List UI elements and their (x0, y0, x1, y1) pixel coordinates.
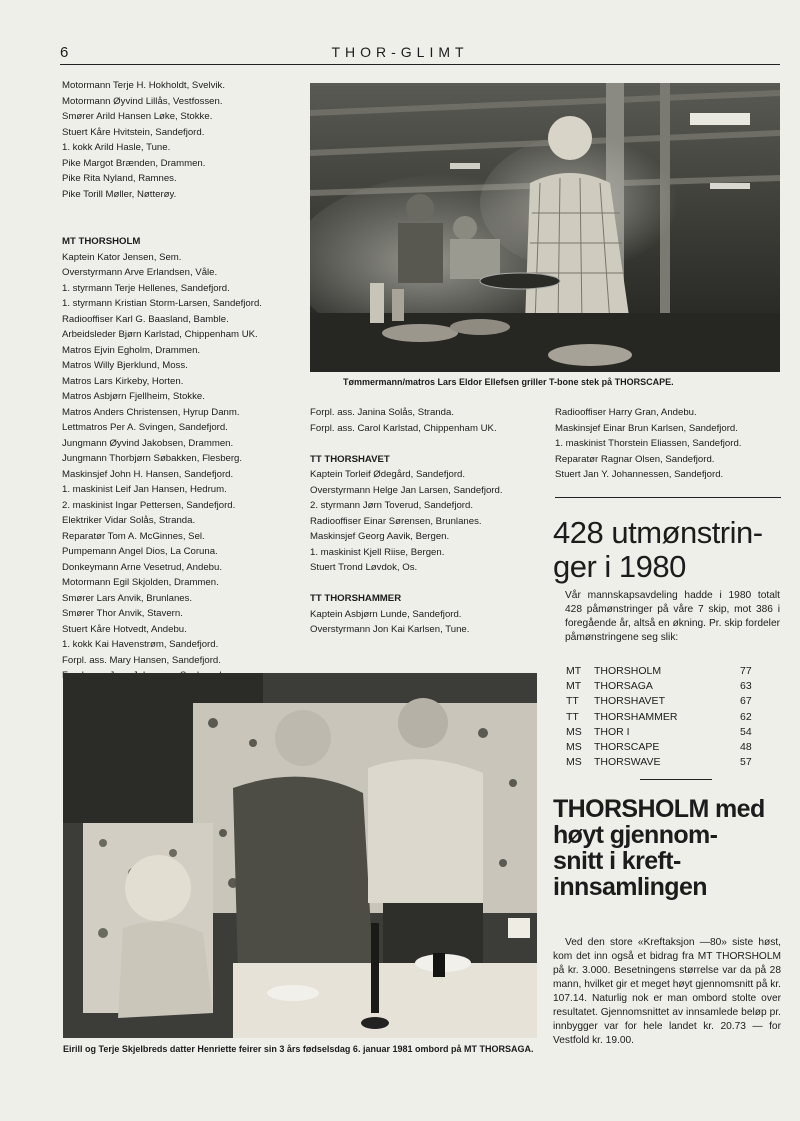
crew-entry: Arbeidsleder Bjørn Karlstad, Chippenham UK. (62, 329, 258, 340)
crew-column-3 (555, 405, 785, 483)
table-row (566, 710, 781, 725)
crew-entry: 2. maskinist Ingar Pettersen, Sandefjord. (62, 499, 236, 511)
photo-grill-image (310, 83, 780, 372)
crew-entry: Matros Lars Kirkeby, Horten. (62, 375, 184, 387)
article2-headline-line: THORSHOLM med (553, 795, 765, 823)
article1-headline (553, 516, 793, 584)
crew-entry: Jungmann Øyvind Jakobsen, Drammen. (62, 437, 234, 449)
crew-list-thorshammer (310, 607, 550, 638)
article2-headline-line: snitt i kreft- (553, 847, 681, 875)
crew-entry: Kaptein Asbjørn Lunde, Sandefjord. (310, 608, 462, 620)
ship-name: THORSHOLM (594, 665, 662, 677)
ship-name: THOR I (594, 725, 630, 738)
crew-entry: Elektriker Vidar Solås, Stranda. (62, 515, 196, 526)
mustering-count: 63 (740, 680, 752, 693)
table-row (566, 755, 781, 770)
section-heading-thorshammer: TT THORSHAMMER (310, 593, 402, 604)
article1-headline-line2: ger i 1980 (553, 549, 686, 584)
crew-entry: Matros Asbjørn Fjellheim, Stokke. (62, 391, 205, 402)
article2-body: Ved den store «Kreftaksjon —80» siste høst, kom det inn også et bidrag fra MT THORSHOLM på kr. 3.000. Besetningens størrelse var da på 28 mann, hvilket gir et meget høyt gjennomsnitt på kr. 107.14. Naturlig nok er man ombord stolte over resultatet. Gjennomsnittet av innsamlede beløp pr. innbygger var for hele landet kr. 20.73 — for Vestfold kr. 19.00. (553, 937, 781, 1046)
mustering-count: 77 (740, 665, 752, 677)
crew-entry: Matros Anders Christensen, Hyrup Danm. (62, 406, 240, 418)
crew-entry: Smører Arild Hansen Løke, Stokke. (62, 111, 213, 122)
ship-prefix: TT (566, 695, 579, 708)
crew-entry: Radiooffiser Karl G. Baasland, Bamble. (62, 313, 229, 325)
crew-entry: Radiooffiser Einar Sørensen, Brunlanes. (310, 515, 482, 527)
crew-list-col3 (555, 405, 785, 483)
article-separator (640, 779, 712, 780)
crew-list-thorsholm (62, 250, 302, 684)
table-row (566, 664, 781, 679)
crew-entry: 1. maskinist Leif Jan Hansen, Hedrum. (62, 484, 227, 495)
crew-entry: Stuert Kåre Hvitstein, Sandefjord. (62, 126, 205, 138)
photo-birthday-image (63, 673, 537, 1038)
crew-entry: Lettmatros Per A. Svingen, Sandefjord. (62, 422, 228, 433)
ship-prefix: MS (566, 741, 582, 754)
table-row (566, 740, 781, 755)
crew-column-1 (62, 78, 302, 684)
crew-entry: Stuert Jan Y. Johannessen, Sandefjord. (555, 469, 724, 480)
crew-entry: Smører Lars Anvik, Brunlanes. (62, 592, 193, 604)
ship-prefix: MT (566, 680, 582, 693)
crew-entry: 1. maskinist Kjell Riise, Bergen. (310, 546, 445, 558)
mustering-count: 62 (740, 710, 752, 723)
crew-entry: 2. styrmann Jørn Toverud, Sandefjord. (310, 500, 473, 511)
crew-entry: Forpl. ass. Mary Hansen, Sandefjord. (62, 654, 221, 666)
photo-grill-caption: Tømmermann/matros Lars Eldor Ellefsen griller T-bone stek på THORSCAPE. (343, 377, 674, 387)
crew-entry: Pumpemann Angel Dios, La Coruna. (62, 546, 218, 557)
crew-entry: Overstyrmann Jon Kai Karlsen, Tune. (310, 624, 470, 635)
crew-entry: Maskinsjef John H. Hansen, Sandefjord. (62, 468, 234, 480)
mustering-count: 67 (740, 695, 752, 708)
mustering-table (566, 664, 781, 770)
ship-name: THORSAGA (594, 680, 653, 693)
crew-entry: Motormann Øyvind Lillås, Vestfossen. (62, 95, 223, 107)
ship-prefix: MS (566, 725, 582, 738)
mustering-count: 48 (740, 741, 752, 754)
article2-headline-line: innsamlingen (553, 873, 707, 901)
article2-headline-line: høyt gjennom- (553, 821, 718, 849)
crew-entry: 1. styrmann Kristian Storm-Larsen, Sandefjord. (62, 298, 262, 309)
column-rule (555, 497, 781, 498)
crew-list-continued (310, 405, 550, 436)
crew-entry: Jungmann Thorbjørn Søbakken, Flesberg. (62, 453, 243, 464)
crew-entry: 1. maskinist Thorstein Eliassen, Sandefjord. (555, 438, 742, 449)
crew-entry: Reparatør Tom A. McGinnes, Sel. (62, 530, 205, 542)
section-heading-thorshavet: TT THORSHAVET (310, 453, 390, 465)
ship-prefix: MS (566, 756, 582, 769)
mustering-count: 57 (740, 756, 752, 769)
crew-entry: Kaptein Torleif Ødegård, Sandefjord. (310, 469, 466, 480)
crew-entry: Motormann Egil Skjolden, Drammen. (62, 577, 219, 588)
photo-grill (310, 83, 780, 372)
crew-entry: Motormann Terje H. Hokholdt, Svelvik. (62, 80, 225, 91)
crew-entry: 1. styrmann Terje Hellenes, Sandefjord. (62, 282, 230, 294)
photo-birthday (63, 673, 537, 1038)
journal-title: THOR-GLIMT (331, 44, 469, 60)
crew-entry: Stuert Kåre Hotvedt, Andebu. (62, 623, 187, 635)
crew-entry: Overstyrmann Arve Erlandsen, Våle. (62, 267, 218, 278)
ship-name: THORSHAMMER (594, 710, 678, 723)
crew-entry: 1. kokk Arild Hasle, Tune. (62, 142, 171, 153)
crew-entry: Pike Margot Brænden, Drammen. (62, 157, 206, 169)
crew-entry: Pike Torill Møller, Nøtterøy. (62, 188, 177, 200)
crew-entry: Smører Thor Anvik, Stavern. (62, 608, 183, 619)
article1-headline-line1: 428 utmønstrin- (553, 515, 763, 550)
crew-entry: Maskinsjef Einar Brun Karlsen, Sandefjord. (555, 422, 738, 434)
ship-name: THORSCAPE (594, 741, 660, 754)
crew-entry: Kaptein Kator Jensen, Sem. (62, 251, 182, 263)
crew-entry: 1. kokk Kai Havenstrøm, Sandefjord. (62, 639, 219, 650)
crew-entry: Maskinsjef Georg Aavik, Bergen. (310, 531, 450, 542)
ship-name: THORSHAVET (594, 695, 665, 708)
ship-prefix: MT (566, 665, 582, 677)
crew-entry: Forpl. ass. Carol Karlstad, Chippenham UK. (310, 422, 497, 434)
crew-entry: Stuert Trond Løvdok, Os. (310, 562, 418, 573)
crew-entry: Reparatør Ragnar Olsen, Sandefjord. (555, 453, 715, 465)
crew-list-thorshavet (310, 467, 550, 576)
article1-body: Vår mannskapsavdeling hadde i 1980 totalt 428 påmønstringer på våre 7 skip, mot 386 i foregående år, altså en økning. Pr. skip fordeler påmønstringene seg slik: (565, 590, 780, 643)
crew-entry: Matros Willy Bjerklund, Moss. (62, 360, 188, 371)
crew-column-2 (310, 405, 550, 638)
crew-entry: Pike Rita Nyland, Ramnes. (62, 173, 177, 184)
table-row (566, 725, 781, 740)
crew-entry: Radiooffiser Harry Gran, Andebu. (555, 407, 697, 418)
crew-entry: Forpl. ass. Janina Solås, Stranda. (310, 407, 454, 418)
mustering-count: 54 (740, 725, 752, 738)
header-rule (60, 64, 780, 65)
photo-birthday-caption: Eirill og Terje Skjelbreds datter Henriette feirer sin 3 års fødselsdag 6. januar 1981 ombord på MT THORSAGA. (63, 1044, 534, 1054)
crew-entry: Donkeymann Arne Vesetrud, Andebu. (62, 561, 223, 573)
crew-entry: Matros Ejvin Egholm, Drammen. (62, 344, 201, 356)
section-heading-thorsholm: MT THORSHOLM (62, 236, 141, 247)
page-number: 6 (60, 44, 69, 61)
table-row (566, 679, 781, 694)
ship-name: THORSWAVE (594, 756, 661, 769)
article2-headline (553, 796, 793, 900)
crew-list-top (62, 78, 302, 202)
table-row (566, 694, 781, 709)
ship-prefix: TT (566, 710, 579, 723)
crew-entry: Overstyrmann Helge Jan Larsen, Sandefjord. (310, 484, 503, 496)
